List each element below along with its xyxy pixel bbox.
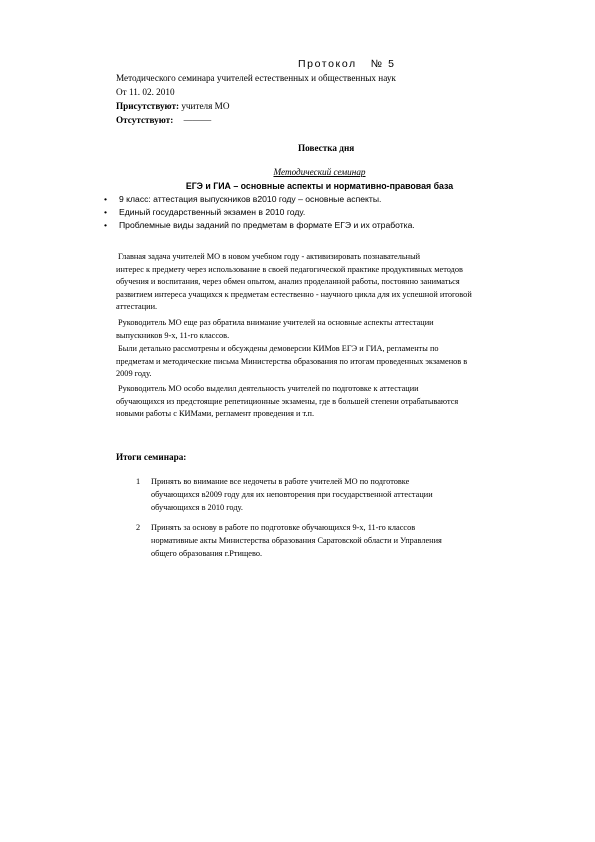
paragraph-line: Руководитель МО особо выделил деятельность учителей по подготовке к аттестации xyxy=(118,384,419,393)
results-item-line: обучающихся в2009 году для их неповторения при государственной аттестации xyxy=(151,490,433,500)
paragraph-line: 2009 году. xyxy=(116,369,152,378)
results-item-line: обучающихся в 2010 году. xyxy=(151,503,243,513)
results-item-number: 1 xyxy=(136,477,141,486)
paragraph-line: Были детально рассмотрены и обсуждены демоверсии КИМов ЕГЭ и ГИА, регламенты по xyxy=(118,344,439,353)
paragraph-line: обучения и воспитания, через обмен опытом, анализ проделанной работы, постоянно заниматься xyxy=(116,277,460,286)
results-item xyxy=(136,521,556,561)
absent-value: ——— xyxy=(183,115,212,125)
results-item-line: Принять во внимание все недочеты в работе учителей МО по подготовке xyxy=(151,477,410,486)
seminar-topic: ЕГЭ и ГИА – основные аспекты и нормативно-правовая база xyxy=(185,181,454,191)
absent-line xyxy=(116,114,211,127)
paragraph-demoversions xyxy=(116,343,552,381)
agenda-item: • 9 класс: аттестация выпускников в2010 году – основные аспекты. xyxy=(104,193,415,206)
results-item-line: нормативные акты Министерства образования Саратовской области и Управления xyxy=(151,535,442,545)
results-list xyxy=(136,475,556,566)
paragraph-head-activity xyxy=(116,383,552,421)
results-heading: Итоги семинара: xyxy=(116,452,187,462)
results-item-line: общего образования г.Ртищево. xyxy=(151,549,263,559)
agenda-list xyxy=(104,193,415,232)
paragraph-line: предметам и методические письма Министерства образования по итогам проведенных экзаменов в xyxy=(116,356,468,366)
protocol-title xyxy=(298,58,396,71)
results-item-line: Принять за основу в работе по подготовке обучающихся 9-х, 11-го классов xyxy=(151,522,416,532)
present-value: учителя МО xyxy=(181,101,230,111)
seminar-line: Методического семинара учителей естественных и общественных наук xyxy=(116,73,396,83)
absent-label: Отсутствуют: xyxy=(116,115,174,125)
protocol-number: № 5 xyxy=(370,58,396,70)
agenda-item: • Единый государственный экзамен в 2010 году. xyxy=(104,206,415,219)
seminar-title: Методический семинар xyxy=(273,167,366,177)
paragraph-line: интерес к предмету через использование в своей педагогической практике продуктивных методов xyxy=(116,264,463,274)
agenda-heading: Повестка дня xyxy=(298,143,355,153)
paragraph-line: обучающихся из предстоящие репетиционные экзамены, где в большей степени отрабатываются xyxy=(116,396,459,406)
paragraph-line: выпускников 9-х, 11-го классов. xyxy=(116,330,230,340)
results-item xyxy=(136,475,556,515)
paragraph-main-task xyxy=(116,251,552,314)
agenda-item: • Проблемные виды заданий по предметам в формате ЕГЭ и их отработка. xyxy=(104,219,415,232)
present-line xyxy=(116,100,229,113)
paragraph-line: развитием интереса учащихся к предметам естественно - научного цикла для их успешной итоговой xyxy=(116,289,472,299)
paragraph-line: аттестации. xyxy=(116,302,158,311)
paragraph-line: Главная задача учителей МО в новом учебном году - активизировать познавательный xyxy=(118,252,421,261)
present-label: Присутствуют: xyxy=(116,101,180,111)
results-item-number: 2 xyxy=(136,522,141,532)
date-line: От 11. 02. 2010 xyxy=(116,87,175,97)
paragraph-aspects xyxy=(116,317,552,342)
paragraph-line: Руководитель МО еще раз обратила внимание учителей на основные аспекты аттестации xyxy=(118,318,434,327)
protocol-title-word: Протокол xyxy=(298,58,357,70)
paragraph-line: новыми работы с КИМами, регламент проведения и т.п. xyxy=(116,409,315,418)
